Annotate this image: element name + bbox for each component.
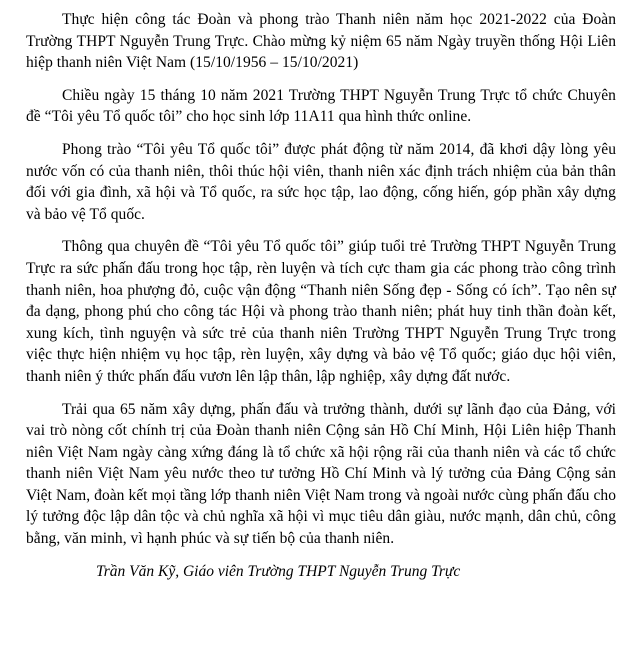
paragraph-movement: Phong trào “Tôi yêu Tổ quốc tôi” được phát động từ năm 2014, đã khơi dậy lòng yêu nước vốn có của thanh niên, thôi thúc hội viên, thanh niên xác định trách nhiệm của bản thân đối với gia đình, xã hội và Tổ quốc, ra sức học tập, lao động, cống hiến, góp phần xây dựng và bảo vệ Tổ quốc.: [26, 140, 616, 223]
paragraph-intro: Thực hiện công tác Đoàn và phong trào Thanh niên năm học 2021-2022 của Đoàn Trường THPT Nguyễn Trung Trực. Chào mừng kỷ niệm 65 năm Ngày truyền thống Hội Liên hiệp thanh niên Việt Nam (15/10/1956 – 15/10/2021): [26, 11, 616, 72]
author-signature: Trần Văn Kỹ, Giáo viên Trường THPT Nguyễn Trung Trực: [96, 562, 461, 580]
paragraph-topic: Thông qua chuyên đề “Tôi yêu Tổ quốc tôi” giúp tuổi trẻ Trường THPT Nguyễn Trung Trực ra sức phấn đấu trong học tập, rèn luyện và tích cực tham gia các phong trào công trình thanh niên, hoa phượng đỏ, cuộc vận động “Thanh niên Sống đẹp - Sống có ích”. Tạo nên sự đa dạng, phong phú cho công tác Hội và phong trào thanh niên; phát huy tinh thần đoàn kết, xung kích, tình nguyện và sức trẻ của thanh niên Trường THPT Nguyễn Trung Trực trong việc thực hiện nhiệm vụ học tập, rèn luyện, xây dựng và bảo vệ Tổ quốc; giáo dục hội viên, thanh niên ý thức phấn đấu vươn lên lập thân, lập nghiệp, xây dựng đất nước.: [26, 238, 616, 385]
paragraph-history: Trải qua 65 năm xây dựng, phấn đấu và trưởng thành, dưới sự lãnh đạo của Đảng, với vai trò nòng cốt chính trị của Đoàn thanh niên Cộng sản Hồ Chí Minh, Hội Liên hiệp Thanh niên Việt Nam ngày càng xứng đáng là tổ chức xã hội rộng rãi của thanh niên và các tổ chức thanh niên Việt Nam yêu nước theo tư tưởng Hồ Chí Minh và lý tưởng của Đảng Cộng sản Việt Nam, đoàn kết mọi tầng lớp thanh niên Việt Nam trong và ngoài nước cùng phấn đấu cho lý tưởng độc lập dân tộc và chủ nghĩa xã hội vì mục tiêu dân giàu, nước mạnh, dân chủ, công bằng, văn minh, vì hạnh phúc và sự tiến bộ của thanh niên.: [26, 400, 616, 548]
paragraph-event: Chiều ngày 15 tháng 10 năm 2021 Trường THPT Nguyễn Trung Trực tổ chức Chuyên đề “Tôi yêu Tổ quốc tôi” cho học sinh lớp 11A11 qua hình thức online.: [26, 86, 616, 126]
